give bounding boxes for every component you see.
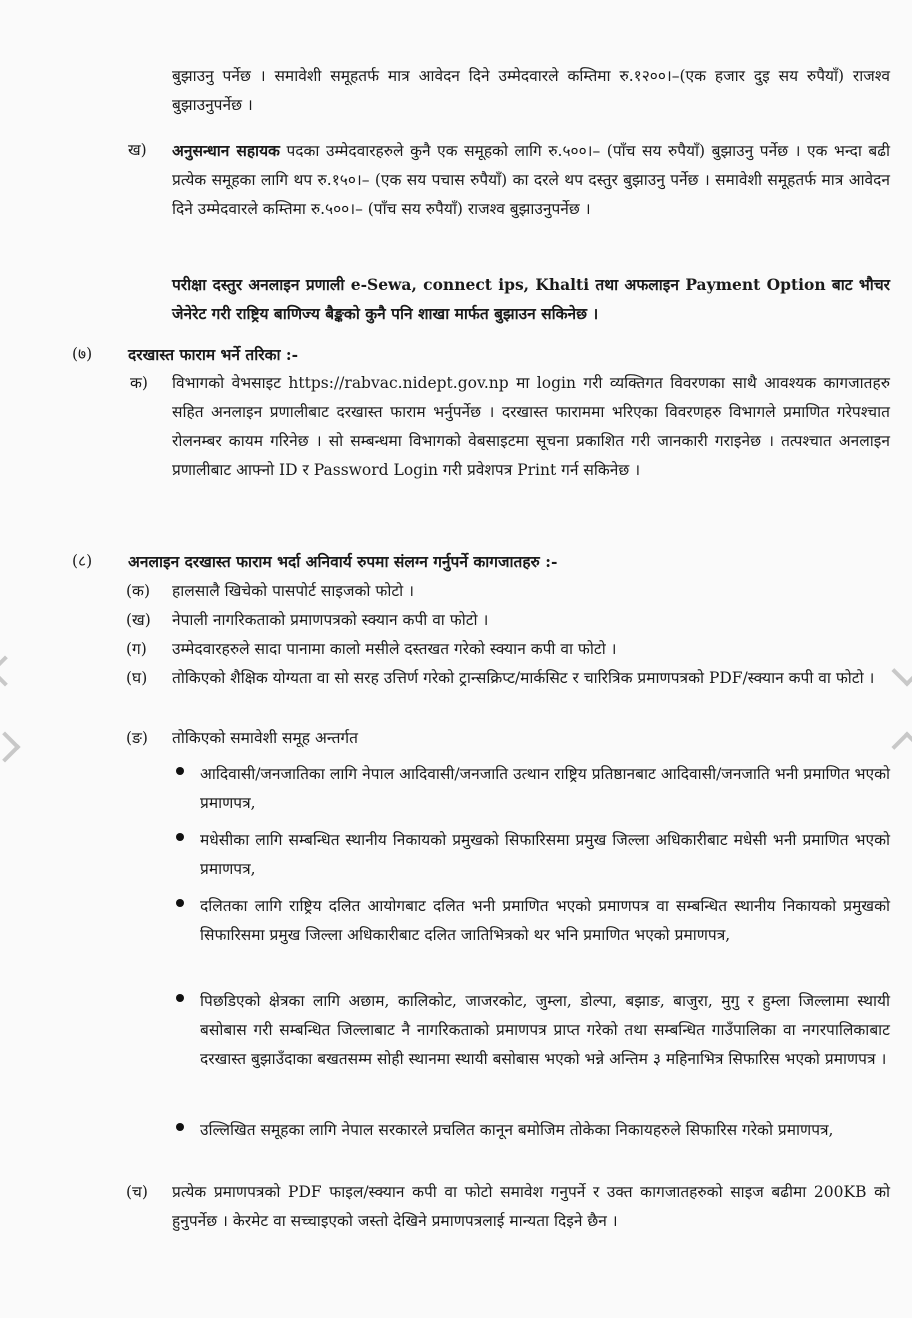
section-8-item-text: उम्मेदवारहरुले सादा पानामा कालो मसीले दस्तखत गरेको स्क्यान कपी वा फोटो । (172, 640, 617, 658)
section-7-item-text: विभागको वेभसाइट https://rabvac.nidept.gov.np मा login गरी व्यक्तिगत विवरणका साथै आवश्यक कागजातहरु सहित अनलाइन प्रणालीबाट दरखास्त फाराम भर्नुपर्नेछ । दरखास्त फाराममा भरिएका विवरणहरु विभागले प्रमाणित गरेपश्चात रोलनम्बर कायम गरिनेछ । सो सम्बन्धमा विभागको वेबसाइटमा सूचना प्रकाशित गरी जानकारी गराइनेछ । तत्पश्चात अनलाइन प्रणालीबाट आफ्नो ID र Password Login गरी प्रवेशपत्र Print गर्न सकिनेछ । (172, 374, 890, 479)
section-8-item-marker: (क) (126, 582, 150, 600)
kha-bold-post: अनुसन्धान सहायक (172, 141, 280, 160)
section-8-item-text: तोकिएको शैक्षिक योग्यता वा सो सरह उत्तिर्ण गरेको ट्रान्सक्रिप्ट/मार्कसिट र चारित्रिक प्रमाणपत्रको PDF/स्क्यान कपी वा फोटो । (172, 669, 875, 687)
chevron-left-icon[interactable] (0, 731, 21, 762)
bullet-icon (176, 899, 184, 907)
bullet-icon (176, 994, 184, 1002)
payment-note: परीक्षा दस्तुर अनलाइन प्रणाली e-Sewa, connect ips, Khalti तथा अफलाइन Payment Option बाट भौचर जेनेरेट गरी राष्ट्रिय बाणिज्य बैङ्कको कुनै पनि शाखा मार्फत बुझाउन सकिनेछ । (172, 275, 890, 323)
chevron-right-icon[interactable] (891, 655, 912, 686)
bullet-item: पिछडिएको क्षेत्रका लागि अछाम, कालिकोट, जाजरकोट, जुम्ला, डोल्पा, बझाङ, बाजुरा, मुगु र हुम्ला जिल्लामा स्थायी बसोबास गरी सम्बन्धित जिल्लाबाट नै नागरिकताको प्रमाणपत्र प्राप्त गरेको तथा सम्बन्धित गाउँपालिका वा नगरपालिकाबाट दरखास्त बुझाउँदाका बखतसम्म सोही स्थानमा स्थायी बसोबास भएको भन्ने अन्तिम ३ महिनाभित्र सिफारिस भएको प्रमाणपत्र । (200, 992, 890, 1068)
section-8-item-marker: (ङ) (126, 729, 148, 747)
section-8-number: (८) (72, 552, 93, 570)
kha-paragraph (172, 136, 890, 224)
chevron-left-icon[interactable] (0, 655, 21, 686)
section-7-item-marker: क) (130, 374, 148, 392)
chevron-right-icon[interactable] (891, 731, 912, 762)
section-8-item-marker: (ग) (126, 640, 147, 658)
bullet-item: उल्लिखित समूहका लागि नेपाल सरकारले प्रचलित कानून बमोजिम तोकेका निकायहरुले सिफारिस गरेको प्रमाणपत्र, (200, 1121, 834, 1139)
intro-paragraph: बुझाउनु पर्नेछ । समावेशी समूहतर्फ मात्र आवेदन दिने उम्मेदवारले कम्तिमा रु.१२००।–(एक हजार दुइ सय रुपैयाँ) राजश्व बुझाउनुपर्नेछ । (172, 67, 890, 114)
section-8-item-marker: (ख) (126, 611, 151, 629)
section-8-item-text: हालसालै खिचेको पासपोर्ट साइजको फोटो । (172, 582, 414, 600)
section-8-last-text: प्रत्येक प्रमाणपत्रको PDF फाइल/स्क्यान कपी वा फोटो समावेश गनुपर्ने र उक्त कागजातहरुको साइज बढीमा 200KB को हुनुपर्नेछ । केरमेट वा सच्चाइएको जस्तो देखिने प्रमाणपत्रलाई मान्यता दिइने छैन । (172, 1183, 890, 1230)
section-8-last-marker: (च) (126, 1183, 148, 1201)
bullet-item: दलितका लागि राष्ट्रिय दलित आयोगबाट दलित भनी प्रमाणित भएको प्रमाणपत्र वा सम्बन्धित स्थानीय निकायको प्रमुखको सिफारिसमा प्रमुख जिल्ला अधिकारीबाट दलित जातिभित्रको थर भनि प्रमाणित भएको प्रमाणपत्र, (200, 897, 890, 944)
bullet-item: मधेसीका लागि सम्बन्धित स्थानीय निकायको प्रमुखको सिफारिसमा प्रमुख जिल्ला अधिकारीबाट मधेसी भनी प्रमाणित भएको प्रमाणपत्र, (200, 831, 890, 878)
section-8-item-marker: (घ) (126, 669, 148, 687)
kha-marker: ख) (128, 141, 147, 159)
bullet-icon (176, 767, 184, 775)
section-7-title: दरखास्त फाराम भर्ने तरिका :- (128, 345, 299, 364)
section-7-number: (७) (72, 345, 93, 363)
bullet-icon (176, 1123, 184, 1131)
section-8-title: अनलाइन दरखास्त फाराम भर्दा अनिवार्य रुपमा संलग्न गर्नुपर्ने कागजातहरु :- (128, 552, 558, 571)
bullet-icon (176, 833, 184, 841)
bullet-item: आदिवासी/जनजातिका लागि नेपाल आदिवासी/जनजाति उत्थान राष्ट्रिय प्रतिष्ठानबाट आदिवासी/जनजाति भनी प्रमाणित भएको प्रमाणपत्र, (200, 765, 890, 812)
kha-text: पदका उम्मेदवारहरुले कुनै एक समूहको लागि रु.५००।– (पाँच सय रुपैयाँ) बुझाउनु पर्नेछ । एक भन्दा बढी प्रत्येक समूहका लागि थप रु.१५०।– (एक सय पचास रुपैयाँ) का दरले थप दस्तुर बुझाउनु पर्नेछ । समावेशी समूहतर्फ मात्र आवेदन दिने उम्मेदवारले कम्तिमा रु.५००।– (पाँच सय रुपैयाँ) राजश्व बुझाउनुपर्नेछ । (172, 142, 890, 218)
section-8-item-text: तोकिएको समावेशी समूह अन्तर्गत (172, 729, 358, 747)
section-8-item-text: नेपाली नागरिकताको प्रमाणपत्रको स्क्यान कपी वा फोटो । (172, 611, 489, 629)
